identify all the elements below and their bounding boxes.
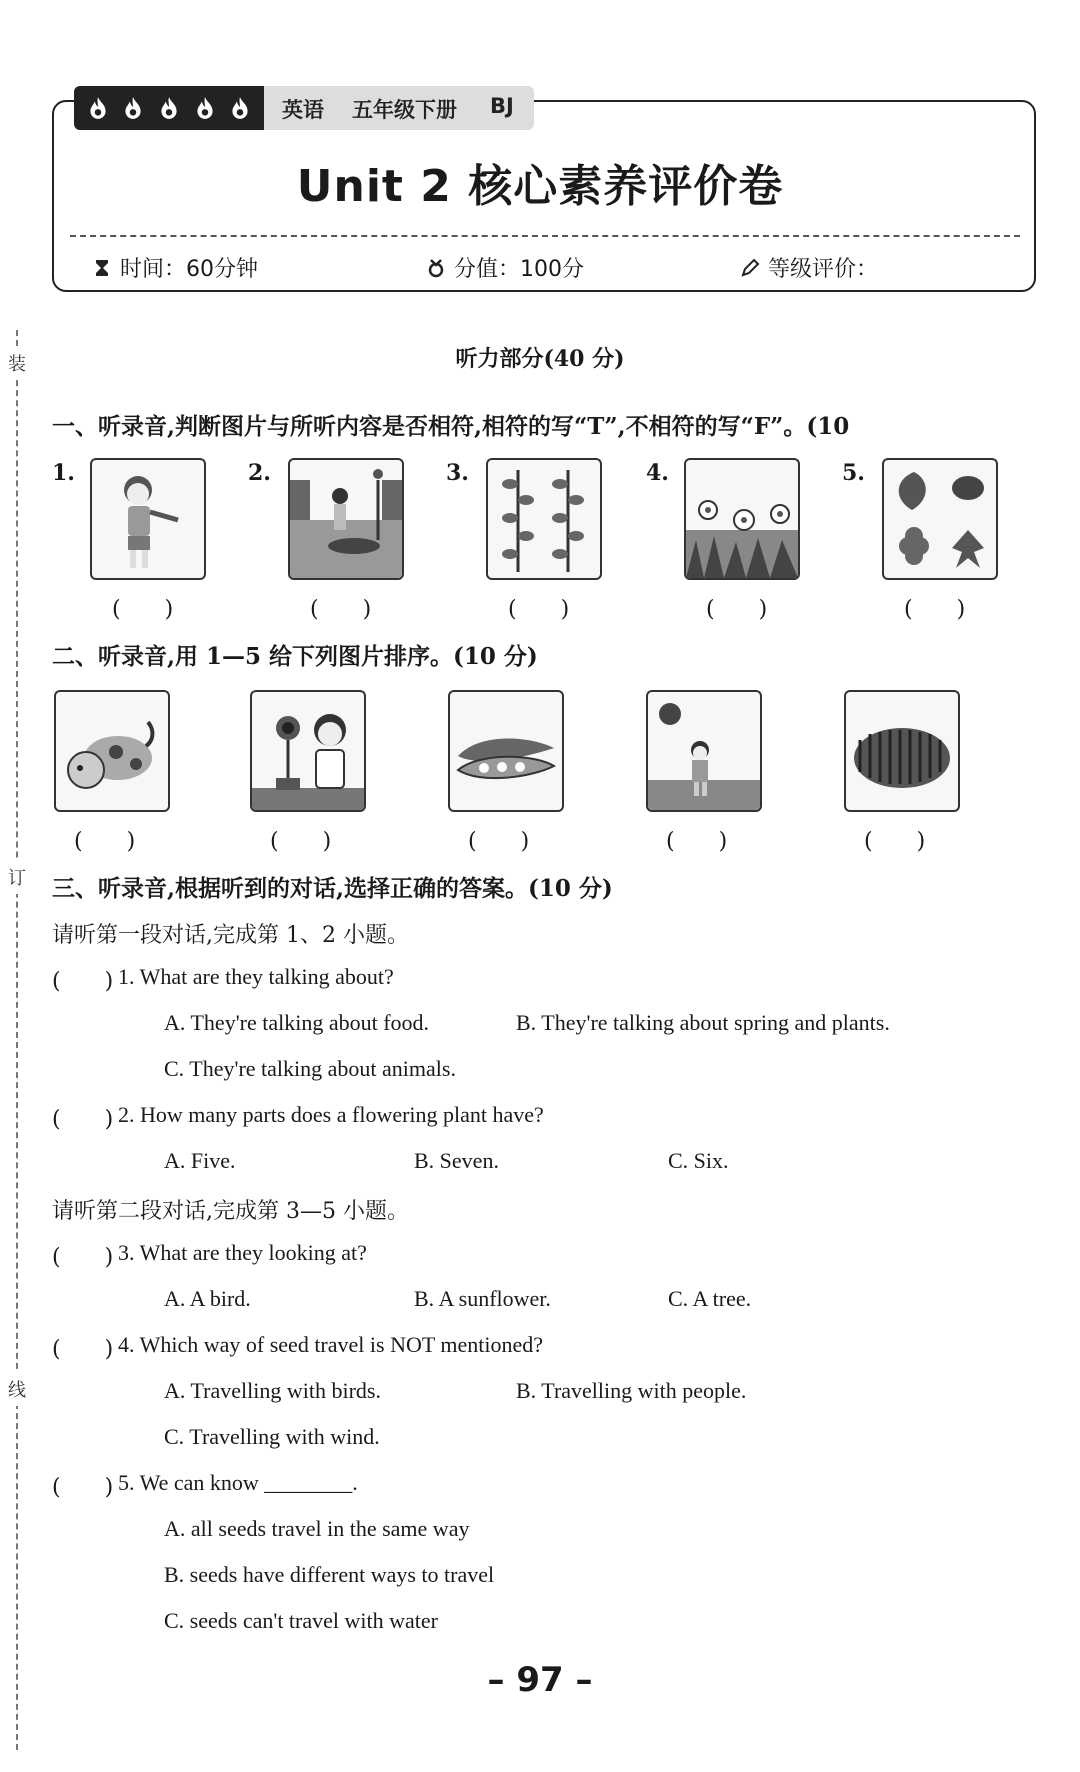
fence-garden-icon: [844, 690, 960, 812]
answer-paren[interactable]: ( ): [270, 829, 332, 854]
flame-icon: [85, 95, 111, 121]
binding-line: [16, 330, 18, 1750]
flame-icon: [156, 95, 182, 121]
question-stem: 3. What are they looking at?: [118, 1240, 367, 1265]
difficulty-flames: [74, 86, 264, 130]
flame-icon: [192, 95, 218, 121]
answer-paren[interactable]: ( ): [52, 1107, 114, 1132]
girl-sunflower-icon: [250, 690, 366, 812]
part1-instruction: 一、听录音,判断图片与所听内容是否相符,相符的写“T”,不相符的写“F”。(10: [52, 413, 850, 440]
part3-instruction: 三、听录音,根据听到的对话,选择正确的答案。(10 分): [52, 875, 613, 902]
answer-paren[interactable]: ( ): [468, 829, 530, 854]
question-stem: 5. We can know ________.: [118, 1470, 358, 1495]
grade-label: 五年级下册: [352, 98, 457, 122]
binding-char: 订: [8, 860, 26, 894]
answer-paren[interactable]: ( ): [666, 829, 728, 854]
option-b[interactable]: B. Travelling with people.: [516, 1378, 747, 1403]
bean-pods-icon: [448, 690, 564, 812]
answer-paren[interactable]: ( ): [52, 1245, 114, 1270]
option-a[interactable]: A. Five.: [164, 1148, 236, 1173]
puppy-icon: [54, 690, 170, 812]
option-b[interactable]: B. Seven.: [414, 1148, 499, 1173]
grade-eval-text: 等级评价：: [768, 257, 879, 282]
answer-paren[interactable]: ( ): [904, 597, 966, 622]
question-stem: 2. How many parts does a flowering plant have?: [118, 1102, 544, 1127]
option-a[interactable]: A. A bird.: [164, 1286, 251, 1311]
pencil-icon: [740, 258, 760, 278]
listening-section-title: 听力部分(40 分): [455, 346, 625, 372]
boy-sun-field-icon: [646, 690, 762, 812]
item-number: 5.: [842, 460, 865, 486]
edition-label: BJ: [490, 94, 514, 118]
item-number: 2.: [248, 460, 271, 486]
bean-plants-icon: [486, 458, 602, 580]
score-info: [426, 252, 584, 283]
option-a[interactable]: A. They're talking about food.: [164, 1010, 430, 1035]
binding-char: 装: [8, 346, 26, 380]
dialog1-instruction: 请听第一段对话,完成第 1、2 小题。: [52, 923, 409, 948]
grade-eval-info: [740, 252, 878, 283]
answer-paren[interactable]: ( ): [52, 969, 114, 994]
flowers-grass-icon: [684, 458, 800, 580]
option-a[interactable]: A. all seeds travel in the same way: [164, 1516, 470, 1541]
subject-label: 英语: [282, 98, 324, 122]
page-number: – 97 –: [487, 1660, 593, 1700]
option-c[interactable]: C. A tree.: [668, 1286, 752, 1311]
item-number: 3.: [446, 460, 469, 486]
option-b[interactable]: B. seeds have different ways to travel: [164, 1562, 495, 1587]
girl-watering-tree-icon: [288, 458, 404, 580]
medal-icon: [426, 258, 446, 278]
answer-paren[interactable]: ( ): [112, 597, 174, 622]
flame-icon: [120, 95, 146, 121]
answer-paren[interactable]: ( ): [864, 829, 926, 854]
leaves-icon: [882, 458, 998, 580]
question-stem: 1. What are they talking about?: [118, 964, 394, 989]
item-number: 1.: [52, 460, 75, 486]
hourglass-icon: [92, 258, 112, 278]
answer-paren[interactable]: ( ): [508, 597, 570, 622]
answer-paren[interactable]: ( ): [310, 597, 372, 622]
time-text: 时间：60分钟: [120, 257, 258, 282]
binding-char: 线: [8, 1372, 26, 1406]
answer-paren[interactable]: ( ): [52, 1337, 114, 1362]
boy-pointing-icon: [90, 458, 206, 580]
option-b[interactable]: B. They're talking about spring and plants.: [516, 1010, 890, 1035]
option-c[interactable]: C. Six.: [668, 1148, 729, 1173]
option-b[interactable]: B. A sunflower.: [414, 1286, 551, 1311]
item-number: 4.: [646, 460, 669, 486]
flame-icon: [227, 95, 253, 121]
option-c[interactable]: C. They're talking about animals.: [164, 1056, 456, 1081]
answer-paren[interactable]: ( ): [706, 597, 768, 622]
question-stem: 4. Which way of seed travel is NOT mentioned?: [118, 1332, 544, 1357]
page-title: Unit 2 核心素养评价卷: [296, 161, 784, 212]
time-info: [92, 252, 258, 283]
answer-paren[interactable]: ( ): [52, 1475, 114, 1500]
option-c[interactable]: C. seeds can't travel with water: [164, 1608, 438, 1633]
score-text: 分值：100分: [454, 257, 584, 282]
part2-instruction: 二、听录音,用 1—5 给下列图片排序。(10 分): [52, 643, 538, 670]
answer-paren[interactable]: ( ): [74, 829, 136, 854]
option-c[interactable]: C. Travelling with wind.: [164, 1424, 380, 1449]
dialog2-instruction: 请听第二段对话,完成第 3—5 小题。: [52, 1199, 409, 1224]
divider: [70, 235, 1020, 237]
option-a[interactable]: A. Travelling with birds.: [164, 1378, 381, 1403]
